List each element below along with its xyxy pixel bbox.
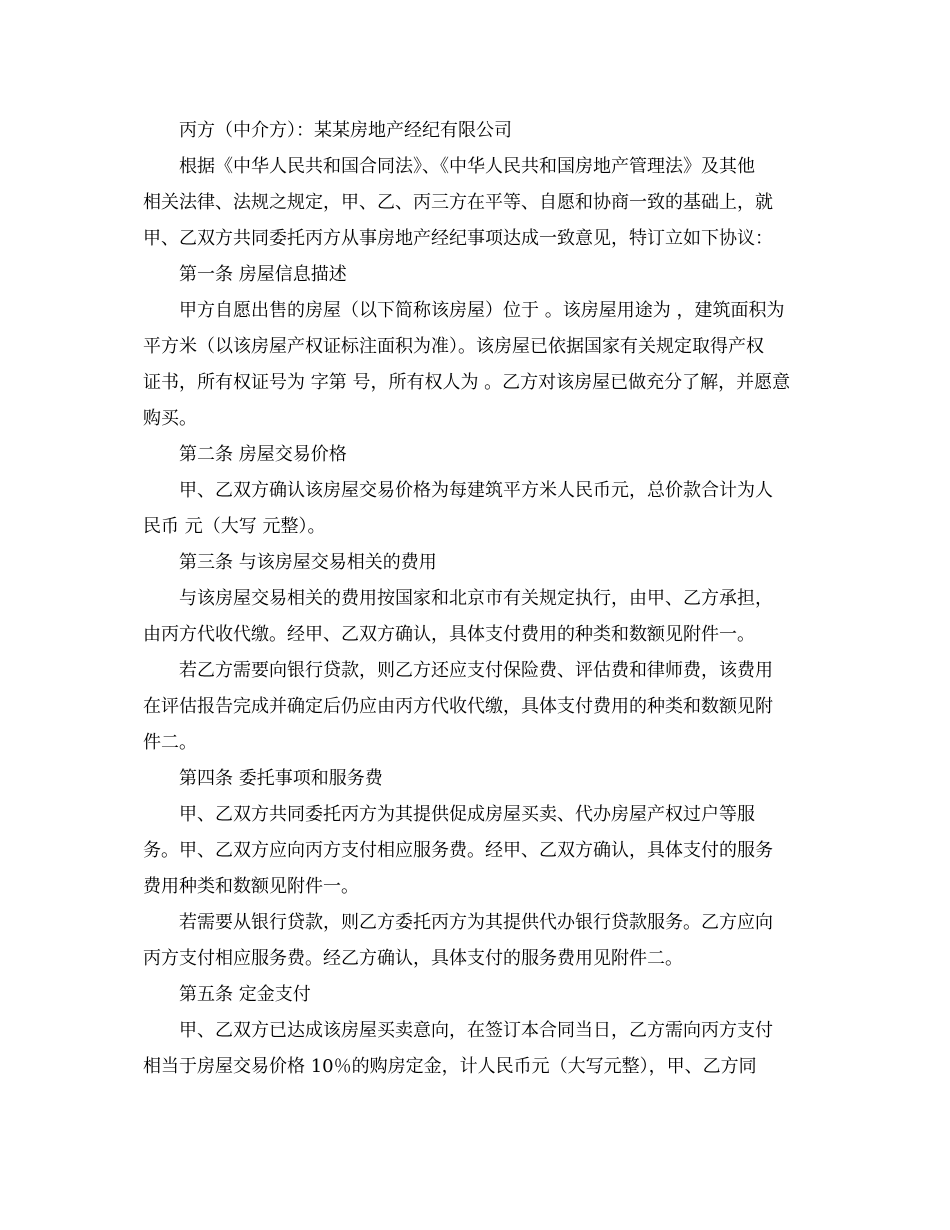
contract-text bbox=[143, 113, 807, 1085]
article-4-heading: 第四条 委托事项和服务费 bbox=[179, 768, 383, 789]
article-2-heading: 第二条 房屋交易价格 bbox=[179, 444, 347, 465]
article-1-line: 甲方自愿出售的房屋（以下简称该房屋）位于 。该房屋用途为 ，建筑面积为 bbox=[179, 300, 785, 321]
contract-body bbox=[143, 113, 807, 1085]
article-1-line: 购买。 bbox=[143, 408, 197, 429]
article-3-line: 件二。 bbox=[143, 732, 197, 753]
preamble-line: 甲、乙双方共同委托丙方从事房地产经纪事项达成一致意见，特订立如下协议： bbox=[143, 228, 773, 249]
article-4-line: 丙方支付相应服务费。经乙方确认，具体支付的服务费用见附件二。 bbox=[143, 948, 683, 969]
article-2-line: 甲、乙双方确认该房屋交易价格为每建筑平方米人民币元，总价款合计为人 bbox=[179, 480, 773, 501]
preamble-line: 相关法律、法规之规定，甲、乙、丙三方在平等、自愿和协商一致的基础上，就 bbox=[143, 192, 773, 213]
article-5-line: 相当于房屋交易价格 10％的购房定金，计人民币元（大写元整），甲、乙方同 bbox=[143, 1056, 757, 1077]
article-1-line: 平方米（以该房屋产权证标注面积为准）。该房屋已依据国家有关规定取得产权 bbox=[143, 336, 764, 357]
article-3-line: 在评估报告完成并确定后仍应由丙方代收代缴，具体支付费用的种类和数额见附 bbox=[143, 696, 773, 717]
article-3-heading: 第三条 与该房屋交易相关的费用 bbox=[179, 552, 437, 573]
article-1-line: 证书，所有权证号为 字第 号，所有权人为 。乙方对该房屋已做充分了解，并愿意 bbox=[143, 372, 791, 393]
preamble-line: 根据《中华人民共和国合同法》、《中华人民共和国房地产管理法》及其他 bbox=[179, 156, 755, 177]
article-5-heading: 第五条 定金支付 bbox=[179, 984, 311, 1005]
article-3-line: 若乙方需要向银行贷款，则乙方还应支付保险费、评估费和律师费，该费用 bbox=[179, 660, 773, 681]
article-4-line: 若需要从银行贷款，则乙方委托丙方为其提供代办银行贷款服务。乙方应向 bbox=[179, 912, 773, 933]
party-c-line: 丙方（中介方）：某某房地产经纪有限公司 bbox=[179, 120, 512, 141]
article-4-line: 费用种类和数额见附件一。 bbox=[143, 876, 359, 897]
article-4-line: 甲、乙双方共同委托丙方为其提供促成房屋买卖、代办房屋产权过户等服 bbox=[179, 804, 755, 825]
article-1-heading: 第一条 房屋信息描述 bbox=[179, 264, 347, 285]
article-4-line: 务。甲、乙双方应向丙方支付相应服务费。经甲、乙双方确认，具体支付的服务 bbox=[143, 840, 773, 861]
article-5-line: 甲、乙双方已达成该房屋买卖意向，在签订本合同当日，乙方需向丙方支付 bbox=[179, 1020, 773, 1041]
article-2-line: 民币 元（大写 元整）。 bbox=[143, 516, 326, 537]
article-3-line: 与该房屋交易相关的费用按国家和北京市有关规定执行，由甲、乙方承担， bbox=[179, 588, 773, 609]
article-3-line: 由丙方代收代缴。经甲、乙双方确认，具体支付费用的种类和数额见附件一。 bbox=[143, 624, 755, 645]
